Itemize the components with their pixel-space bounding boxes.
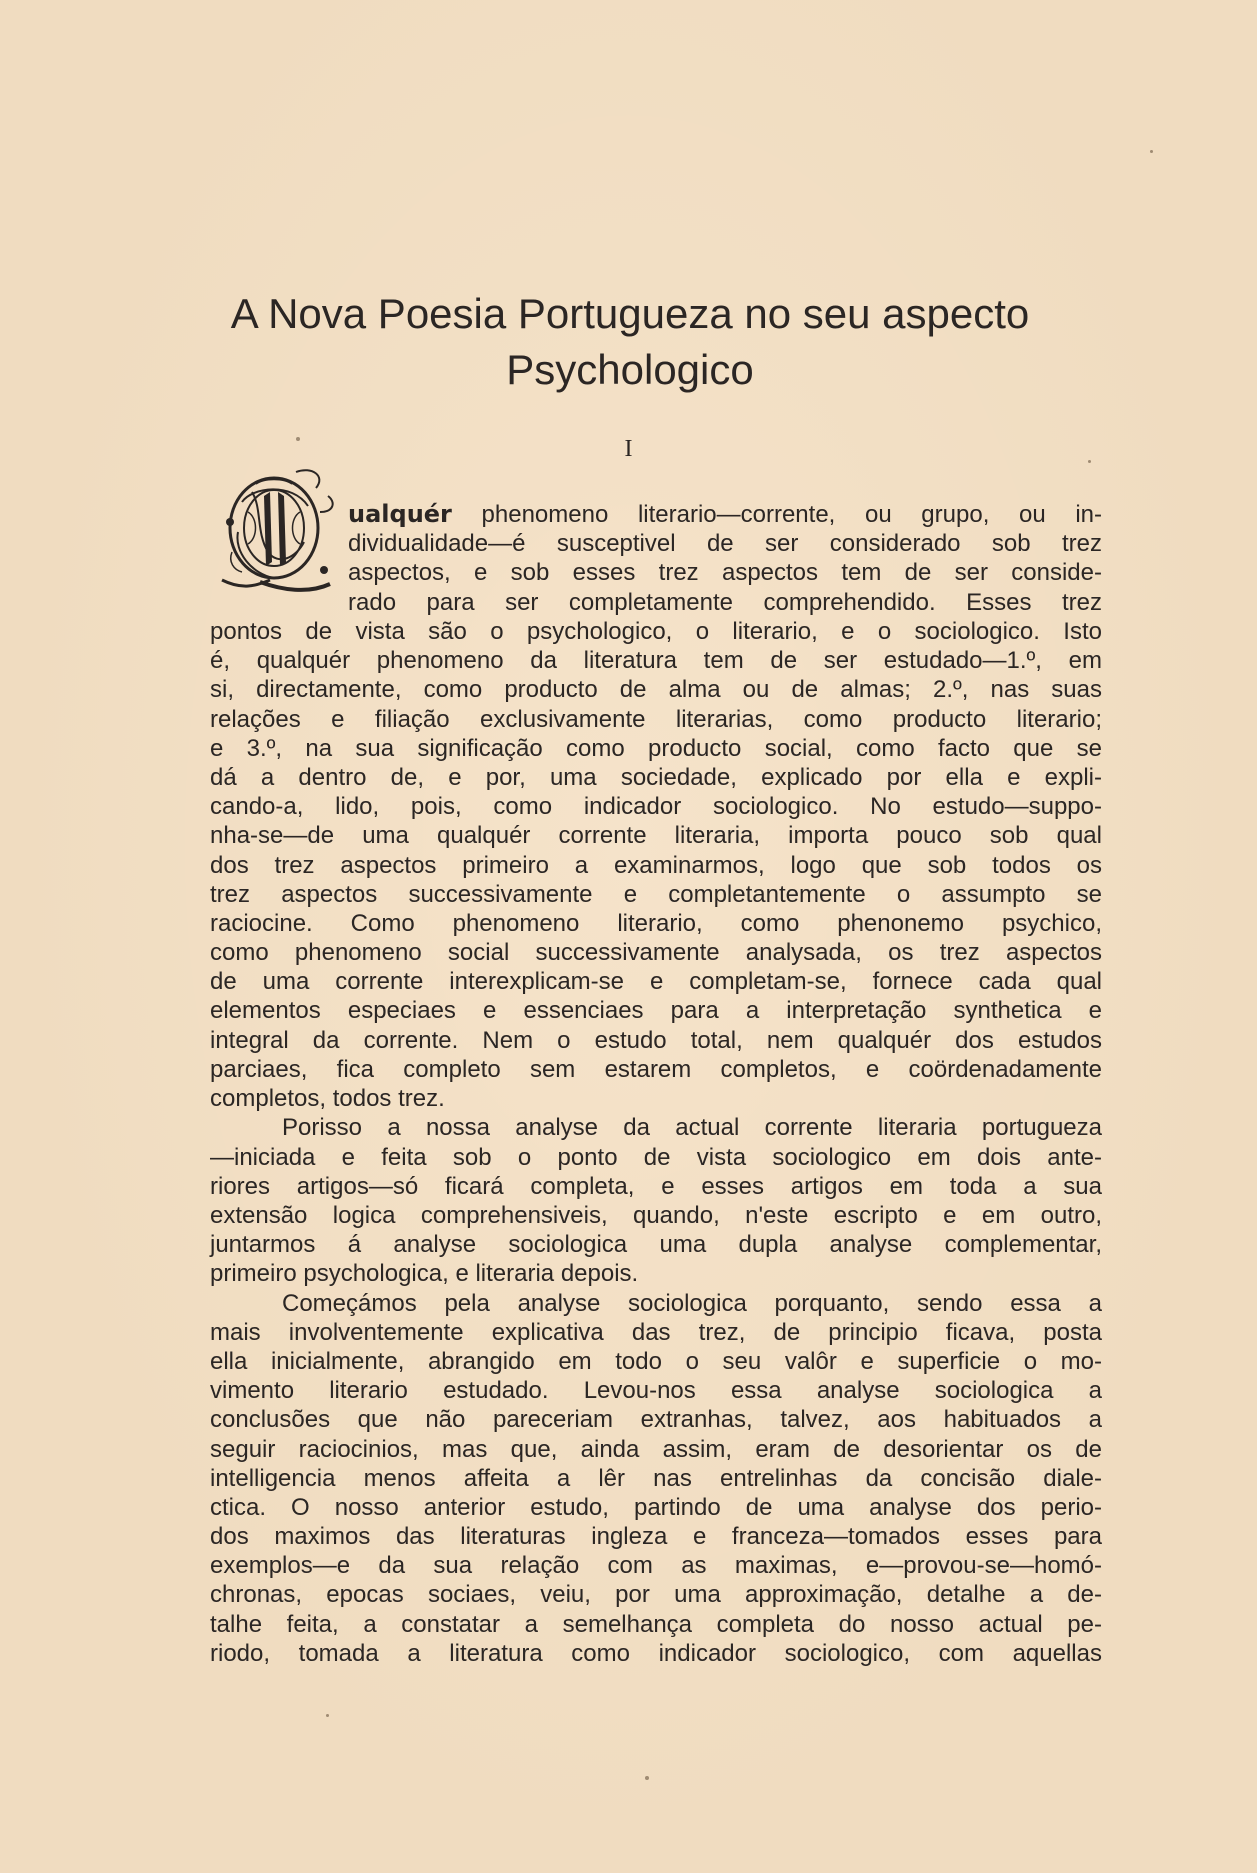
p2-line-1: Porisso a nossa analyse da actual corrente literaria portugueza: [282, 1114, 1102, 1142]
p2-line-4: extensão logica comprehensiveis, quando, n'este escripto e em outro,: [210, 1201, 1102, 1229]
paper-speck: [326, 1714, 329, 1717]
p3-line-1: Começámos pela analyse sociologica porquanto, sendo essa a: [282, 1289, 1102, 1317]
p2-line-5: juntarmos á analyse sociologica uma dupla analyse complementar,: [210, 1231, 1102, 1259]
dropcap-line-1: dividualidade—é susceptivel de ser considerado sob trez: [348, 530, 1102, 558]
p1-line-10: trez aspectos successivamente e completantemente o assumpto se: [210, 880, 1102, 908]
p3-line-11: chronas, epocas sociaes, veiu, por uma approximação, detalhe a de-: [210, 1581, 1102, 1609]
first-line: [348, 500, 1102, 529]
p1-line-16: parciaes, fica completo sem estarem completos, e coördenadamente: [210, 1055, 1102, 1083]
p1-line-9: dos trez aspectos primeiro a examinarmos, logo que sob todos os: [210, 851, 1102, 879]
p3-line-4: vimento literario estudado. Levou-nos essa analyse sociologica a: [210, 1377, 1102, 1405]
dropcap-line-2: aspectos, e sob esses trez aspectos tem de ser considе-: [348, 559, 1102, 587]
p1-line-6: dá a dentro de, e por, uma sociedade, explicado por ella e expli-: [210, 763, 1102, 791]
first-line-block: [210, 500, 1102, 529]
p1-line-8: nha-se—de uma qualquér corrente literaria, importa pouco sob qual: [210, 822, 1102, 850]
paragraph-3: [210, 1289, 1102, 1668]
first-line-rest: phenomeno literario—corrente, ou grupo, ou in-: [481, 501, 1102, 528]
p3-line-3: ella inicialmente, abrangido em todo o seu valôr e superficie o mo-: [210, 1347, 1102, 1375]
p1-line-4: relações e filiação exclusivamente literarias, como producto literario;: [210, 705, 1102, 733]
p3-line-9: dos maximos das literaturas ingleza e franceza—tomados esses para: [210, 1523, 1102, 1551]
dropcap-lines-block: [210, 529, 1102, 617]
p1-line-15: integral da corrente. Nem o estudo total, nem qualquér dos estudos: [210, 1026, 1102, 1054]
paper-speck: [1088, 460, 1091, 463]
p3-line-7: intelligencia menos affeita a lêr nas entrelinhas da concisão diale-: [210, 1464, 1102, 1492]
title-line-2: Psychologico: [506, 346, 754, 393]
title-line-1: A Nova Poesia Portugueza no seu aspecto: [230, 290, 1030, 337]
p2-line-3: riores artigos—só ficará completa, e esses artigos em toda a sua: [210, 1172, 1102, 1200]
p3-line-10: exemplos—e da sua relação com as maximas, e—provou-se—homó-: [210, 1552, 1102, 1580]
paper-speck: [1150, 150, 1153, 153]
p3-line-5: conclusões que não pareceriam extranhas, talvez, aos habituados a: [210, 1406, 1102, 1434]
p1-line-11: raciocine. Como phenomeno literario, como phenonemo psychico,: [210, 909, 1102, 937]
p3-line-13: riodo, tomada a literatura como indicador sociologico, com aquellas: [210, 1639, 1102, 1667]
p3-line-6: seguir raciocinios, mas que, ainda assim, eram de desorientar os de: [210, 1435, 1102, 1463]
paper-speck: [296, 437, 300, 441]
p1-line-3: si, directamente, como producto de alma ou de almas; 2.º, nas suas: [210, 676, 1102, 704]
paragraph-2: [210, 1113, 1102, 1288]
paragraph-1: [210, 617, 1102, 1113]
p2-line-2: —iniciada e feita sob o ponto de vista sociologico em dois ante-: [210, 1143, 1102, 1171]
p3-line-8: ctica. O nosso anterior estudo, partindo de uma analyse dos perio-: [210, 1493, 1102, 1521]
p1-line-14: elementos especiaes e essenciaes para a interpretação synthetica e: [210, 997, 1102, 1025]
section-number: I: [624, 436, 633, 462]
lead-word: ualquér: [348, 500, 452, 528]
p2-line-6: primeiro psychologica, e literaria depois.: [210, 1260, 639, 1288]
p3-line-2: mais involventemente explicativa das trez, de principio ficava, posta: [210, 1318, 1102, 1346]
article-title: [150, 286, 1110, 398]
p1-line-1: pontos de vista são o psychologico, o literario, e o sociologico. Isto: [210, 618, 1102, 645]
p1-line-5: e 3.º, na sua significação como producto social, como facto que se: [210, 734, 1102, 762]
p1-line-12: como phenomeno social successivamente analysada, os trez aspectos: [210, 939, 1102, 967]
p1-line-2: é, qualquér phenomeno da literatura tem de ser estudado—1.º, em: [210, 647, 1102, 675]
p1-line-13: de uma corrente interexplicam-se e completam-se, fornece cada qual: [210, 968, 1102, 996]
p1-line-17: completos, todos trez.: [210, 1085, 445, 1112]
p3-line-12: talhe feita, a constatar a semelhança completa do nosso actual pe-: [210, 1610, 1102, 1638]
paper-speck: [645, 1776, 649, 1780]
p1-line-7: cando-a, lido, pois, como indicador sociologico. No estudo—suppo-: [210, 793, 1102, 821]
dropcap-line-3: rado para ser completamente comprehendido. Esses trez: [348, 588, 1102, 616]
